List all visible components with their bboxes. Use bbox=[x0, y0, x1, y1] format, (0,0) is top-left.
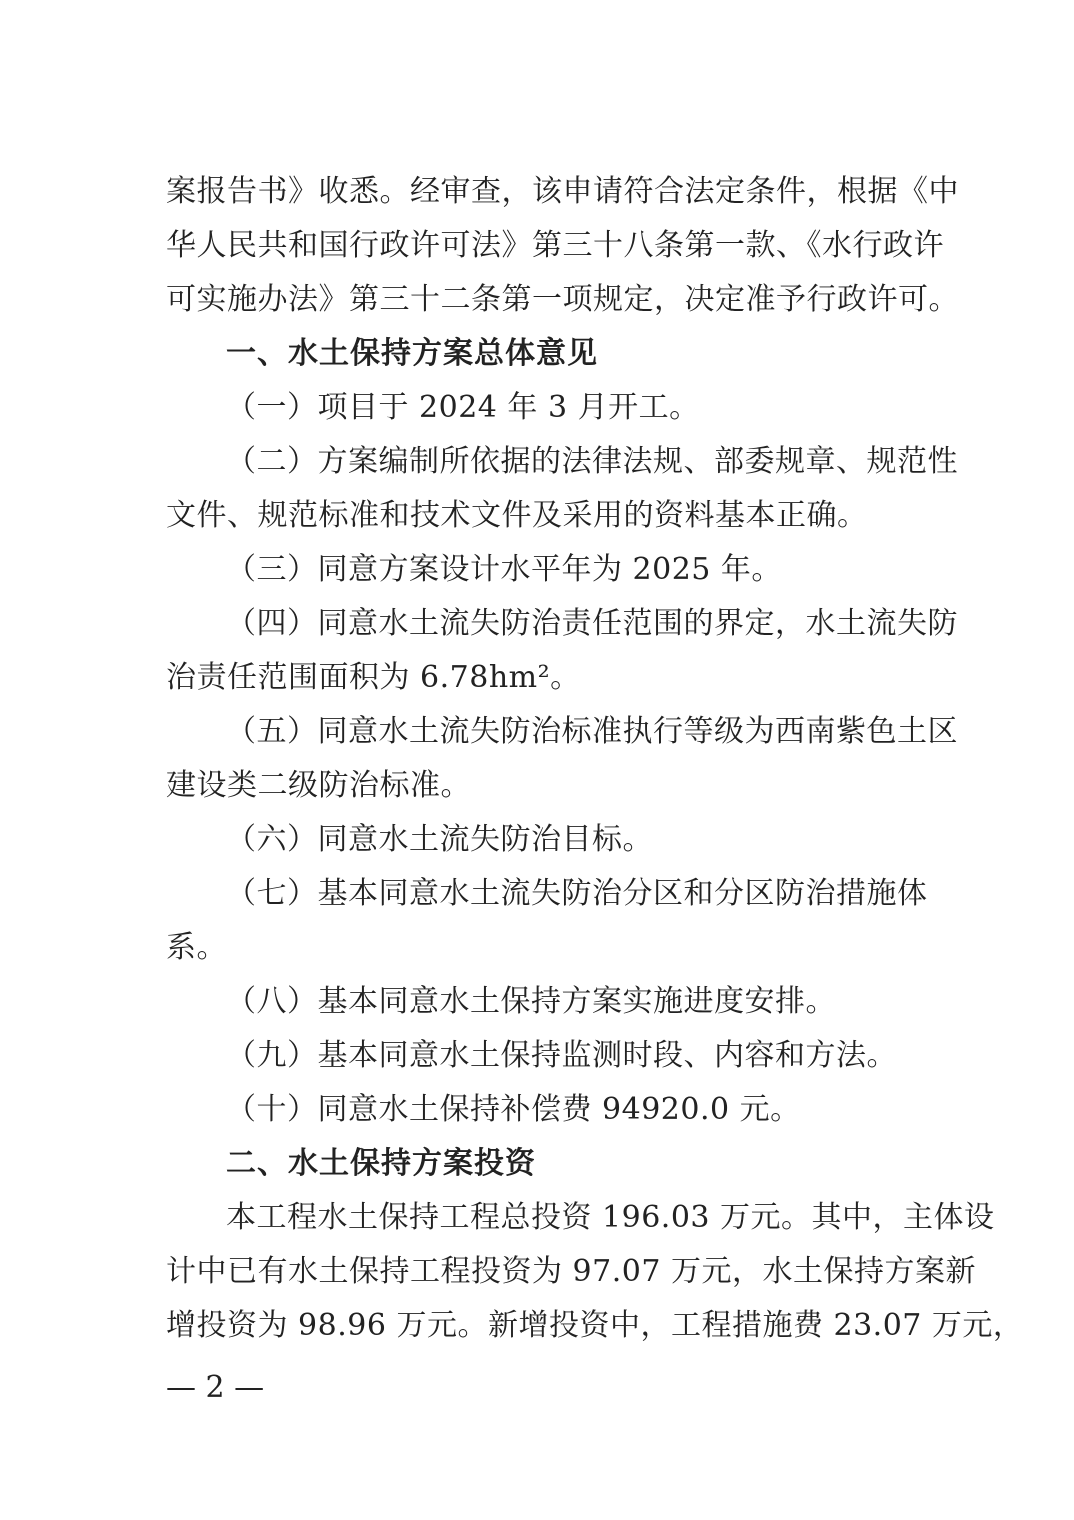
paragraph-line: 华人民共和国行政许可法》第三十八条第一款、《水行政许 bbox=[166, 228, 944, 263]
list-item-continuation: 系。 bbox=[166, 930, 227, 965]
section-heading: 一、水土保持方案总体意见 bbox=[226, 336, 598, 371]
paragraph-line: 案报告书》收悉。经审查，该申请符合法定条件，根据《中 bbox=[166, 174, 959, 209]
list-item: （十）同意水土保持补偿费 94920.0 元。 bbox=[226, 1092, 801, 1127]
list-item-continuation: 治责任范围面积为 6.78hm²。 bbox=[166, 660, 581, 695]
list-item-continuation: 文件、规范标准和技术文件及采用的资料基本正确。 bbox=[166, 498, 868, 533]
list-item: （三）同意方案设计水平年为 2025 年。 bbox=[226, 552, 782, 587]
paragraph-line: 增投资为 98.96 万元。新增投资中，工程措施费 23.07 万元， bbox=[166, 1308, 1024, 1343]
list-item: （八）基本同意水土保持方案实施进度安排。 bbox=[226, 984, 836, 1019]
list-item: （九）基本同意水土保持监测时段、内容和方法。 bbox=[226, 1038, 897, 1073]
list-item: （四）同意水土流失防治责任范围的界定，水土流失防 bbox=[226, 606, 958, 641]
paragraph-line: 本工程水土保持工程总投资 196.03 万元。其中，主体设 bbox=[226, 1200, 995, 1235]
section-heading: 二、水土保持方案投资 bbox=[226, 1146, 536, 1181]
list-item: （一）项目于 2024 年 3 月开工。 bbox=[226, 390, 700, 425]
list-item: （二）方案编制所依据的法律法规、部委规章、规范性 bbox=[226, 444, 958, 479]
list-item: （六）同意水土流失防治目标。 bbox=[226, 822, 653, 857]
list-item: （七）基本同意水土流失防治分区和分区防治措施体 bbox=[226, 876, 928, 911]
paragraph-line: 可实施办法》第三十二条第一项规定，决定准予行政许可。 bbox=[166, 282, 959, 317]
paragraph-line: 计中已有水土保持工程投资为 97.07 万元，水土保持方案新 bbox=[166, 1254, 976, 1289]
list-item-continuation: 建设类二级防治标准。 bbox=[166, 768, 471, 803]
page-number: — 2 — bbox=[166, 1370, 265, 1405]
list-item: （五）同意水土流失防治标准执行等级为西南紫色土区 bbox=[226, 714, 958, 749]
